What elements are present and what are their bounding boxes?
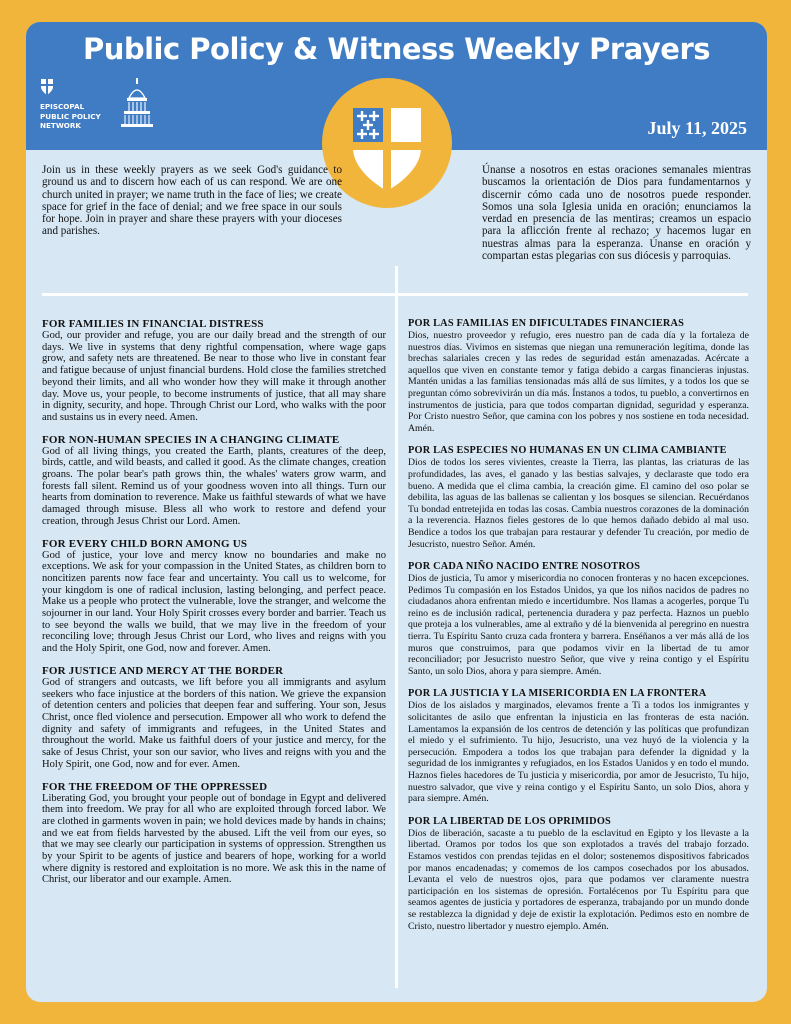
org-line-1: EPISCOPAL: [40, 102, 85, 111]
prayer-heading: FOR EVERY CHILD BORN AMONG US: [42, 537, 248, 550]
prayer-section: [42, 434, 386, 528]
prayer-section: [408, 688, 749, 804]
page-title: Public Policy & Witness Weekly Prayers: [82, 32, 711, 66]
prayer-heading: FOR THE FREEDOM OF THE OPPRESSED: [42, 780, 268, 793]
prayer-body: Dios de liberación, sacaste a tu pueblo de la esclavitud en Egipto y los llevaste a la libertad. Oramos por todos los que son explotados a través del trabajo forzado. Estamos vestidos con prendas tejidas en el dolor; sostenemos dispositivos fabricados por manos encadenadas; y comemos de los campos cosechados por los abusados. Levanta el velo de nuestros ojos, para que podamos ver claramente nuestra participación en los sistemas de opresión. Fortalécenos por Tu Espíritu para que seamos agentes de justicia y portadores de esperanza, trabajando por un mundo donde se restablezca la dignidad y deje de existir la explotación. Pedimos esto en nombre de Cristo, nuestro libertador y nuestro ejemplo. Amén.: [408, 827, 749, 932]
prayer-section: [42, 538, 386, 655]
prayer-section: [42, 665, 386, 771]
epp-logo: [40, 76, 190, 142]
intro-spanish: Únanse a nosotros en estas oraciones semanales mientras buscamos la orientación de Dios para fundamentarnos y discernir cómo cada uno de nosotros puede responder. Somos una sola Iglesia unida en oración; enunciamos la verdad en presencia de las mentiras; creamos un espacio para la aflicción frente al rechazo; y hacemos lugar en nuestras almas para la esperanza. Únanse en oración y compartan estas plegarias con sus diócesis y parroquias.: [482, 164, 751, 263]
prayer-heading: POR LAS ESPECIES NO HUMANAS EN UN CLIMA CAMBIANTE: [408, 445, 727, 457]
prayer-body: Dios de todos los seres vivientes, creaste la Tierra, las plantas, las criaturas de las profundidades, las aves, el ganado y las bestias salvajes, y declaraste que todo era bueno. A medida que el clima cambia, la creación gime. El camino del oso polar se debilita, las aguas de las ballenas se calientan y los bosques se silencian. Recuérdanos Tu bondad entretejida en todas las cosas. Cambia nuestros corazones de la dominación a la reverencia. Haznos fieles gestores de lo que hemos dañado debido al mal uso. Bendice a todos los que trabajan para restaurar y defender Tu creación, por medio de Jesucristo, nuestro Señor. Amén.: [408, 457, 749, 550]
prayer-body: God, our provider and refuge, you are our daily bread and the strength of our days. We live in systems that deny rightful compensation, where wage gaps grow, and safety nets are threatened. Be near to those who live in constant fear and fatigue because of unjust financial burdens. Hold close the families stretched beyond their limits, and all who wonder how they will make it through another day. Move us, your people, to become instruments of justice, that all may share in dignity, security, and hope. Through Christ our Lord, who walks with the poor and sustains us in every need. Amen.: [42, 330, 386, 423]
issue-date: July 11, 2025: [647, 118, 747, 138]
prayers-english: [42, 318, 386, 896]
prayer-section: [42, 318, 386, 424]
prayer-body: Dios de los aislados y marginados, elevamos frente a Ti a todos los inmigrantes y solicitantes de asilo que enfrentan la injusticia en las fronteras de esta nación. Lamentamos la expansión de los centros de detención y las políticas que profundizan el miedo y el sufrimiento. Tu hijo, Jesucristo, una vez huyó de la violencia y la persecución. Empodera a todos los que trabajan para defender la dignidad y la seguridad de los inmigrantes y refugiados, en los Estados Uanidos y en todo el mundo. Haznos fieles hacedores de Tu justicia y misericordia, por amor de Jesucristo, Tu hijo, nuestro salvador, que vive y reina contigo y el Espíritu Santo, un solo Dios, ahora y para siempre. Amén.: [408, 700, 749, 805]
prayer-heading: FOR FAMILIES IN FINANCIAL DISTRESS: [42, 318, 264, 330]
prayer-section: [408, 816, 749, 932]
capitol-dome-icon: [120, 78, 154, 130]
org-line-2: PUBLIC POLICY: [40, 111, 101, 121]
prayer-body: God of strangers and outcasts, we lift before you all immigrants and asylum seekers who face injustice at the borders of this nation. We grieve the expansion of detention centers and policies that deepen fear and suffering. Your son, Jesus Christ, once fled violence and persecution. Empower all who work to defend the dignity and safety of immigrants and refugees, in the United States and throughout the world. Make us faithful doers of your justice and mercy, for the sake of Jesus Christ, your son our savior, who lives and reigns with you and the Holy Spirit, one God, now and for ever. Amen.: [42, 676, 386, 770]
prayer-body: Dios, nuestro proveedor y refugio, eres nuestro pan de cada día y la fortaleza de nuestros días. Vivimos en sistemas que niegan una remuneración legítima, donde las brechas salariales crecen y las redes de seguridad están amenazadas. Acércate a aquellos que viven en constante temor y fatiga debido a cargas financieras injustas. Mantén unidas a las familias tensionadas más allá de sus límites, y a todos los que se preguntan cómo sobrevivirán un día más. Ínstanos a todos, tu pueblo, a convertirnos en instrumentos de justicia, para que todos compartan dignidad, seguridad y esperanza. Por Cristo nuestro Señor, que camina con los pobres y nos sostiene en toda necesidad. Amén.: [408, 330, 749, 434]
prayer-heading: POR LAS FAMILIAS EN DIFICULTADES FINANCIERAS: [408, 318, 685, 329]
prayer-section: [408, 561, 749, 677]
prayer-body: Dios de justicia, Tu amor y misericordia no conocen fronteras y no hacen excepciones. Pedimos Tu compasión en los Estados Unidos, ya que los niños nacidos de padres no ciudadanos ahora enfrentan miedo e incertidumbre. Nos llamas a acogerles, porque Tu reino es de inclusión radical, pertenencia duradera y paz perfecta. Haznos un pueblo que proteja a los vulnerables, ame al extraño y dé la bienvenida al peregrino en nuestra tierra. Tu Espíritu Santo cruza cada frontera y barrera. Enséñanos a ver más allá de los muros que construimos, para que podamos vivir en la libertad de tu amor reconciliador; por Jesucristo nuestro Señor, que vive y reina contigo y el Espíritu Santo, un solo Dios, ahora y para siempre. Amén.: [408, 573, 749, 677]
prayer-body: God of all living things, you created the Earth, plants, creatures of the deep, birds, cattle, and wild beasts, and called it good. As the climate changes, creation groans. The polar bear's path grows thin, the whales' waters grow warm, and forests fall silent. Remind us of your goodness woven into all things. Turn our hearts from domination to reverence. Make us faithful stewards of what we have damaged through misuse. Bless all who work to restore and defend your creation, through Jesus Christ our Lord. Amen.: [42, 445, 386, 527]
org-line-3: NETWORK: [40, 121, 81, 130]
prayers-spanish: [408, 318, 749, 943]
intro-english: Join us in these weekly prayers as we seek God's guidance to ground us and to discern how each of us can respond. We are one church united in prayer; we name truth in the face of lies; we create space for grief in the face of denial; and we free space in our souls for hope. Join in prayer and share these prayers with your dioceses and parishes.: [42, 164, 342, 238]
prayer-heading: FOR NON-HUMAN SPECIES IN A CHANGING CLIMATE: [42, 433, 340, 446]
episcopal-shield-icon: [40, 78, 54, 96]
prayer-section: [42, 781, 386, 887]
prayer-body: Liberating God, you brought your people out of bondage in Egypt and delivered them into freedom. We pray for all who are exploited through forced labor. We are clothed in garments woven in pain; we hold devices made by hands in chains; and we eat from fields harvested by the abused. Lift the veil from our eyes, so that we may see clearly our participation in systems of oppression. Strengthen us by your Spirit to be agents of justice and bearers of hope, working for a world where dignity is restored and exploitation is no more. We ask this in the name of Christ, our liberator and our example. Amen.: [42, 792, 386, 886]
vertical-divider: [395, 266, 398, 988]
prayer-section: [408, 445, 749, 550]
prayer-section: [408, 318, 749, 434]
content-panel: [26, 22, 767, 1002]
prayer-heading: POR LA LIBERTAD DE LOS OPRIMIDOS: [408, 815, 611, 827]
org-name: [40, 102, 101, 131]
prayer-body: God of justice, your love and mercy know no boundaries and make no exceptions. We ask for your compassion in the United States, as children born to noncitizen parents now face fear and uncertainty. You call us to welcome, for your kingdom is one of radical inclusion, lasting belonging, and perfect peace. Make us a people who protect the vulnerable, love the stranger, and welcome the sojourner in our land. Your Holy Spirit crosses every border and barrier. Teach us to see beyond the walls we build, that we may live in the freedom of your reconciling love; through Jesus Christ our Lord, who lives and reigns with you and the Holy Spirit, one God, now and forever. Amen.: [42, 549, 386, 655]
prayer-heading: FOR JUSTICE AND MERCY AT THE BORDER: [42, 664, 284, 677]
prayer-heading: POR CADA NIÑO NACIDO ENTRE NOSOTROS: [408, 561, 641, 573]
prayer-heading: POR LA JUSTICIA Y LA MISERICORDIA EN LA FRONTERA: [408, 688, 707, 700]
